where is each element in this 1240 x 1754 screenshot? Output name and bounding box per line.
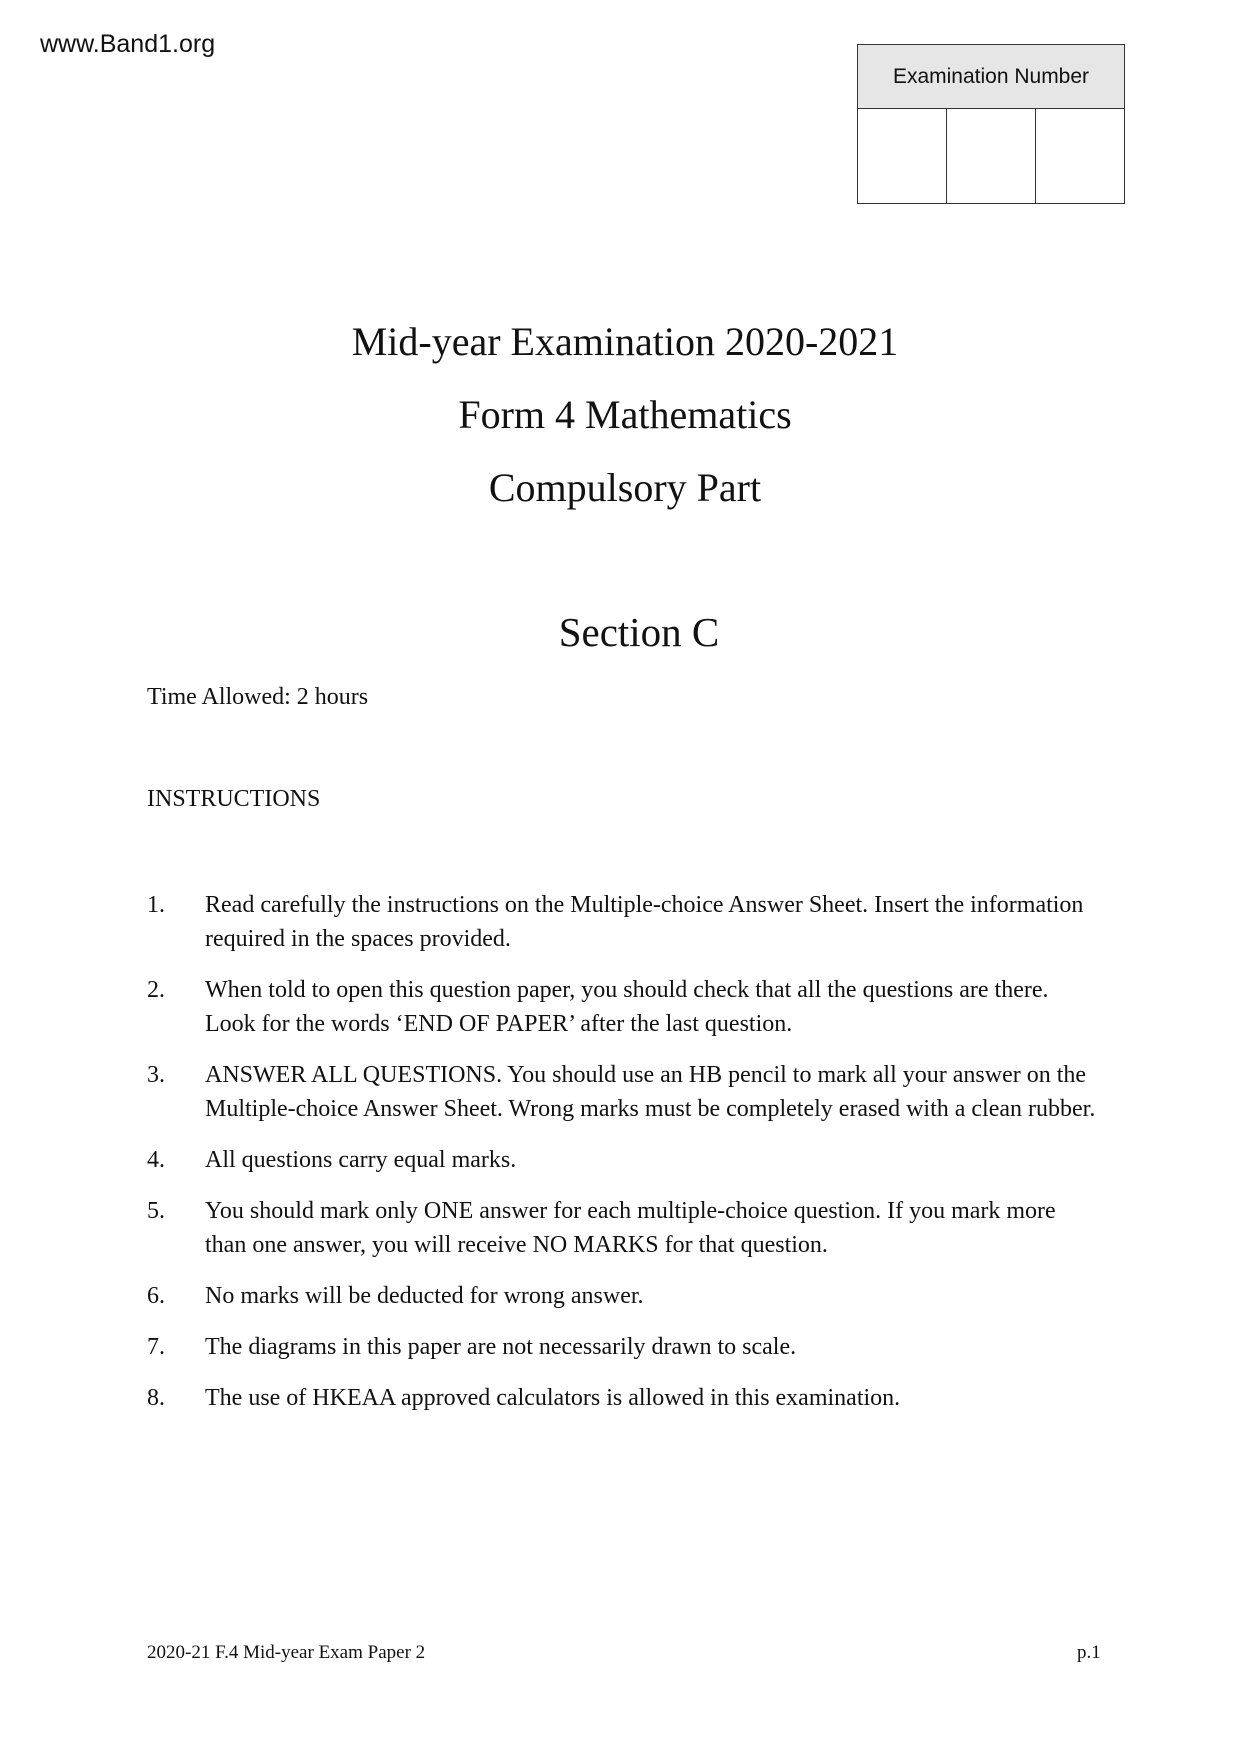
website-watermark: www.Band1.org — [40, 30, 216, 58]
instruction-text: When told to open this question paper, you should check that all the questions are there. Look for the words ‘END OF PAPER’ after the last question. — [205, 977, 1049, 1037]
instruction-text: No marks will be deducted for wrong answer. — [205, 1283, 644, 1309]
instruction-text: The use of HKEAA approved calculators is allowed in this examination. — [205, 1385, 901, 1411]
instruction-text: Read carefully the instructions on the Multiple-choice Answer Sheet. Insert the information required in the spaces provided. — [205, 892, 1084, 952]
examination-number-cell — [947, 109, 1036, 203]
instruction-number: 3. — [147, 1062, 165, 1088]
footer-paper-title: 2020-21 F.4 Mid-year Exam Paper 2 — [147, 1642, 426, 1663]
instruction-number: 4. — [147, 1147, 165, 1173]
instruction-item — [147, 973, 1097, 1041]
instruction-item — [147, 1279, 1097, 1313]
instruction-number: 8. — [147, 1385, 165, 1411]
instruction-number: 6. — [147, 1283, 165, 1309]
instruction-item — [147, 1058, 1097, 1126]
part-title: Compulsory Part — [488, 465, 762, 510]
examination-number-cells — [858, 109, 1124, 203]
instruction-text: ANSWER ALL QUESTIONS. You should use an HB pencil to mark all your answer on the Multiple-choice Answer Sheet. Wrong marks must be completely erased with a clean rubber. — [205, 1062, 1096, 1122]
subject-title: Form 4 Mathematics — [458, 392, 792, 437]
instruction-item — [147, 1330, 1097, 1364]
instruction-item — [147, 1381, 1097, 1415]
instruction-number: 7. — [147, 1334, 165, 1360]
examination-number-cell — [1036, 109, 1124, 203]
instruction-text: All questions carry equal marks. — [205, 1147, 517, 1173]
exam-title: Mid-year Examination 2020-2021 — [351, 319, 899, 364]
instruction-text: You should mark only ONE answer for each multiple-choice question. If you mark more than one answer, you will receive NO MARKS for that question. — [205, 1198, 1056, 1258]
time-allowed: Time Allowed: 2 hours — [147, 684, 369, 710]
instruction-item — [147, 1194, 1097, 1262]
section-title: Section C — [558, 609, 720, 655]
instructions-heading: INSTRUCTIONS — [147, 786, 321, 812]
examination-number-cell — [858, 109, 947, 203]
instruction-item — [147, 1143, 1097, 1177]
instruction-item — [147, 888, 1097, 956]
instruction-number: 5. — [147, 1198, 165, 1224]
instructions-list — [147, 888, 1097, 1432]
examination-number-label: Examination Number — [858, 45, 1124, 109]
instruction-text: The diagrams in this paper are not necessarily drawn to scale. — [205, 1334, 797, 1360]
page-number: p.1 — [1077, 1642, 1101, 1663]
instruction-number: 1. — [147, 892, 165, 918]
instruction-number: 2. — [147, 977, 165, 1003]
examination-number-box — [857, 44, 1125, 204]
